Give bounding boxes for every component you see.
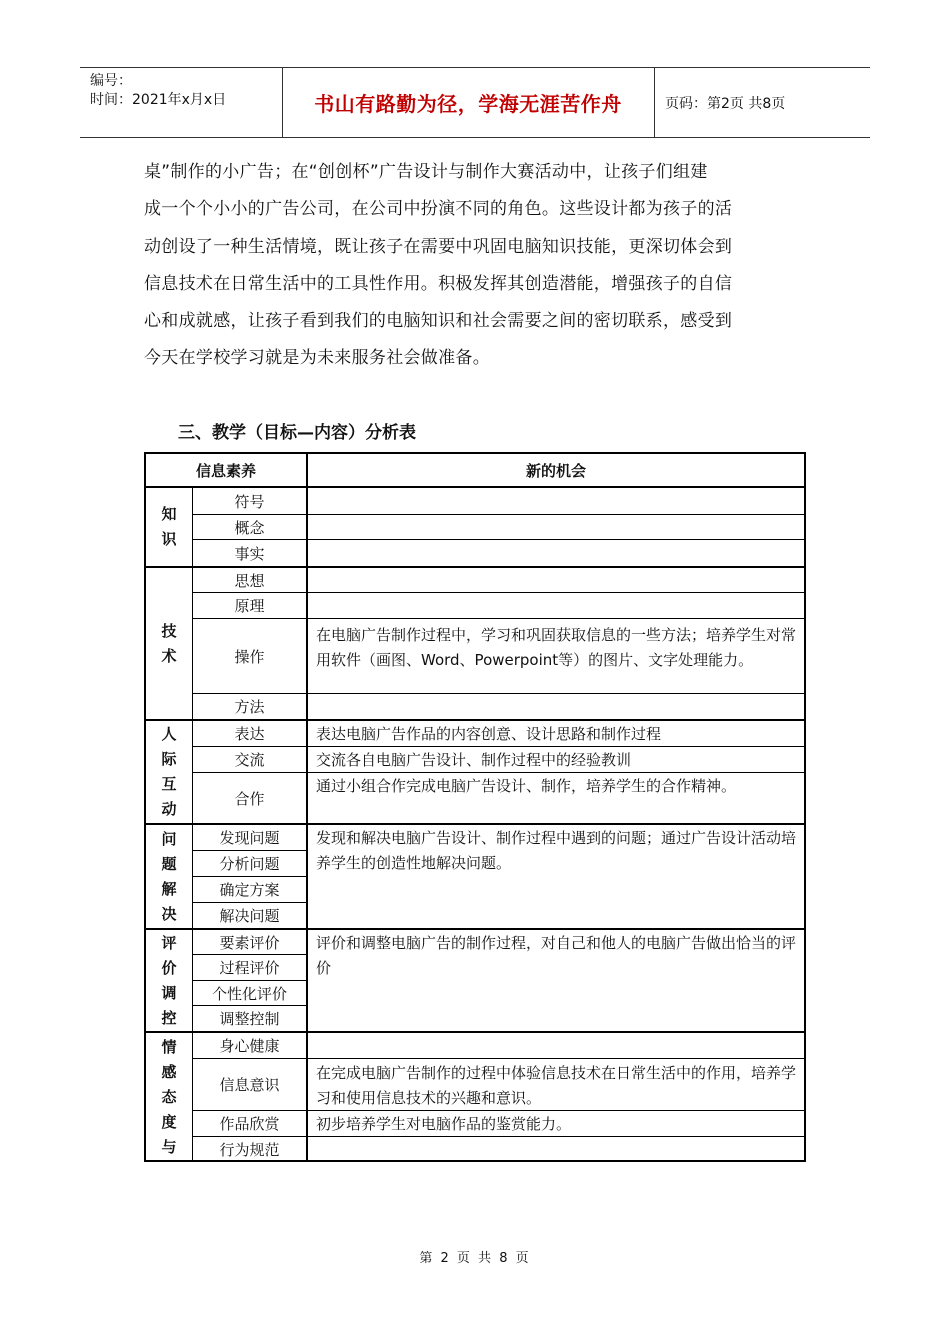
text-operation: 在电脑广告制作过程中，学习和巩固获取信息的一些方法；培养学生对常用软件（画图、Word、Powerpoint等）的图片、文字处理能力。	[316, 626, 797, 669]
header-motto: 书山有路勤为径，学海无涯苦作舟	[314, 92, 622, 116]
item-cooperation: 合作	[234, 789, 265, 808]
page-footer: 第 2 页 共 8 页	[419, 1251, 531, 1266]
text-communication: 交流各自电脑广告设计、制作过程中的经验教训	[316, 751, 632, 769]
body-paragraph	[144, 154, 808, 378]
paragraph-line: 桌”制作的小广告；在“创创杯”广告设计与制作大赛活动中，让孩子们组建	[144, 162, 708, 182]
text-appreciation: 初步培养学生对电脑作品的鉴赏能力。	[316, 1115, 572, 1133]
paragraph-line: 信息技术在日常生活中的工具性作用。积极发挥其创造潜能，增强孩子的自信	[144, 273, 733, 294]
category-emotion: 情感态度与	[161, 1038, 177, 1156]
item-process-evaluation: 过程评价	[219, 959, 280, 977]
item-idea: 思想	[234, 571, 265, 590]
item-communication: 交流	[234, 751, 265, 769]
item-concept: 概念	[234, 518, 265, 537]
header-page-number: 页码：第2页 共8页	[665, 96, 786, 112]
item-operation: 操作	[234, 647, 265, 666]
col-header-opportunity: 新的机会	[525, 461, 586, 480]
category-problem-solving: 问题解决	[161, 829, 177, 923]
header-meta	[90, 72, 226, 110]
item-principle: 原理	[234, 597, 265, 615]
category-knowledge: 知识	[161, 505, 177, 548]
page-header	[80, 67, 870, 138]
col-header-literacy: 信息素养	[195, 461, 256, 480]
section-title: 三、教学（目标—内容）分析表	[178, 423, 416, 443]
item-appreciation: 作品欣赏	[219, 1115, 280, 1133]
text-evaluation: 评价和调整电脑广告的制作过程，对自己和他人的电脑广告做出恰当的评价	[316, 934, 797, 977]
paragraph-line: 成一个个小小的广告公司，在公司中扮演不同的角色。这些设计都为孩子的活	[144, 199, 733, 220]
category-technology: 技术	[161, 621, 177, 665]
item-element-evaluation: 要素评价	[219, 933, 280, 952]
text-cooperation: 通过小组合作完成电脑广告设计、制作，培养学生的合作精神。	[316, 777, 737, 795]
time-label: 时间：2021年x月x日	[90, 92, 227, 108]
analysis-table	[144, 452, 806, 1162]
paragraph-line: 心和成就感，让孩子看到我们的电脑知识和社会需要之间的密切联系，感受到	[144, 311, 733, 332]
item-behavior-norms: 行为规范	[219, 1141, 280, 1159]
item-analyze-problem: 分析问题	[219, 855, 280, 873]
category-evaluation: 评价调控	[161, 933, 177, 1027]
paragraph-line: 动创设了一种生活情境，既让孩子在需要中巩固电脑知识技能，更深切体会到	[144, 236, 733, 257]
item-health: 身心健康	[219, 1037, 280, 1055]
item-solve-problem: 解决问题	[219, 907, 280, 925]
item-adjust-control: 调整控制	[219, 1010, 280, 1028]
item-personal-evaluation: 个性化评价	[211, 984, 287, 1003]
item-expression: 表达	[234, 725, 265, 743]
item-fact: 事实	[234, 544, 265, 563]
item-info-awareness: 信息意识	[219, 1076, 280, 1094]
paragraph-line: 今天在学校学习就是为未来服务社会做准备。	[144, 348, 490, 369]
text-expression: 表达电脑广告作品的内容创意、设计思路和制作过程	[316, 725, 662, 743]
item-find-problem: 发现问题	[219, 829, 280, 847]
text-info-awareness: 在完成电脑广告制作的过程中体验信息技术在日常生活中的作用，培养学习和使用信息技术的兴趣和意识。	[316, 1064, 797, 1107]
item-symbol: 符号	[234, 492, 265, 511]
item-method: 方法	[234, 698, 265, 716]
category-interaction: 人际互动	[161, 725, 177, 818]
item-determine-plan: 确定方案	[219, 881, 280, 899]
text-problem-solving: 发现和解决电脑广告设计、制作过程中遇到的问题；通过广告设计活动培养学生的创造性地解决问题。	[316, 829, 797, 872]
number-label: 编号：	[90, 73, 132, 89]
